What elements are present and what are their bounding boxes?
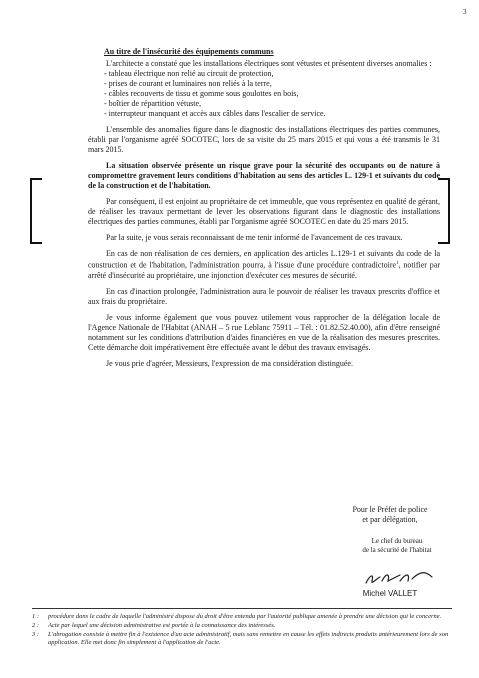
diagnostic-paragraph: L'ensemble des anomalies figure dans le diagnostic des installations électriques des parties communes, établi par l'organisme agréé SOCOTEC, lors de sa visite du 25 mars 2015 et qui vous a été transmis le 31 mars 2015. <box>88 125 440 154</box>
anomaly-item: - tableau électrique non relié au circuit de protection, <box>104 69 274 78</box>
signatory-role-line-1: Le chef du bureau <box>371 537 423 545</box>
signatory-role <box>332 537 462 555</box>
closing-paragraph: Je vous prie d'agréer, Messieurs, l'expression de ma considération distinguée. <box>106 358 353 368</box>
non-realisation-paragraph <box>88 249 440 281</box>
footnote <box>32 622 462 630</box>
intro-paragraph: L'architecte a constaté que les installations électriques sont vétustes et présentent diverses anomalies : <box>106 59 432 68</box>
section-heading: Au titre de l'insécurité des équipements communs <box>104 47 274 56</box>
footnote <box>32 613 462 621</box>
anah-paragraph: Je vous informe également que vous pouvez utilement vous rapprocher de la délégation locale de l'Agence Nationale de l'Habitat (ANAH – 5 rue Leblanc 75911 – Tél. : 01.82.52.40.00), afin d'être renseigné notamment sur les conditions d'attribution d'aides financières en vue de la réalisation des mesures prescrites. Cette démarche doit impérativement être effectuée avant le début des travaux envisagés. <box>88 312 440 352</box>
footnote-number: 2 : <box>32 622 40 629</box>
footnote-number: 3 : <box>32 631 40 638</box>
footnote-separator <box>32 608 452 609</box>
anomaly-item: - interrupteur manquant et accès aux câbles dans l'escalier de service. <box>104 109 326 118</box>
signatory-name: Michel VALLET <box>362 589 418 598</box>
footnote-ref: 1 <box>396 261 399 266</box>
injunction-paragraph: Par conséquent, il est enjoint au propriétaire de cet immeuble, que vous représentez en qualité de gérant, de réaliser les travaux permettant de lever les observations figurant dans le diagnostic des installations électriques des parties communes, établi par l'organisme agréé SOCOTEC en date du 25 mars 2015. <box>88 197 440 226</box>
footnote-text: L'abrogation consiste à mettre fin à l'existence d'un acte administratif, mais sans remettre en cause les effets indirects produits antérieurement lors de son application. Elle met donc fin simplement à l'application de l'acte. <box>48 631 449 646</box>
footnote-text: procédure dans le cadre de laquelle l'administré dispose du droit d'être entendu par l'autorité publique amenée à prendre une décision qui le concerne. <box>48 613 442 620</box>
left-margin-bracket <box>30 178 42 244</box>
footnote-number: 1 : <box>32 613 40 620</box>
signature-block <box>320 505 460 598</box>
anomaly-item: - boîtier de répartition vétuste, <box>104 99 202 108</box>
anomalies-list <box>88 69 440 119</box>
inaction-paragraph: En cas d'inaction prolongée, l'administration aura le pouvoir de réaliser les travaux prescrits d'office et aux frais du propriétaire. <box>88 286 440 306</box>
page-number: 3 <box>463 8 467 16</box>
anomaly-item: - câbles recouverts de tissu et gomme sous goulottes en bois, <box>104 89 299 98</box>
signatory-role-line-2: de la sécurité de l'habitat <box>362 546 432 554</box>
signature-line-1: Pour le Préfet de police <box>352 505 428 514</box>
footnote <box>32 631 462 647</box>
signature-line-2: et par délégation, <box>362 515 418 524</box>
anomaly-item: - prises de courant et luminaires non reliés à la terre, <box>104 79 272 88</box>
risk-paragraph: La situation observée présente un risque grave pour la sécurité des occupants ou de nature à compromettre gravement leurs conditions d'habitation au sens des articles L. 129-1 et suivants du code de la construction et de l'habitation. <box>88 161 440 190</box>
non-realisation-text-a: En cas de non réalisation de ces derniers, en application des articles L.129-1 et suivants du code de la construction et de l'habitation, l'administration pourra, à l'issue d'une procédure contradictoire <box>88 249 440 270</box>
non-realisation-text-b: , notifier par arrêté d'insécurité au propriétaire, une injonction d'exécuter ces mesures de sécurité. <box>88 260 440 280</box>
letter-body <box>88 47 440 375</box>
inform-paragraph: Par la suite, je vous serais reconnaissant de me tenir informé de l'avancement de ces travaux. <box>106 233 403 242</box>
footnote-text: Acte par lequel une décision administrative est portée à la connaissance des intéressés. <box>48 622 276 629</box>
footnotes <box>32 613 462 648</box>
handwritten-signature <box>360 567 450 589</box>
